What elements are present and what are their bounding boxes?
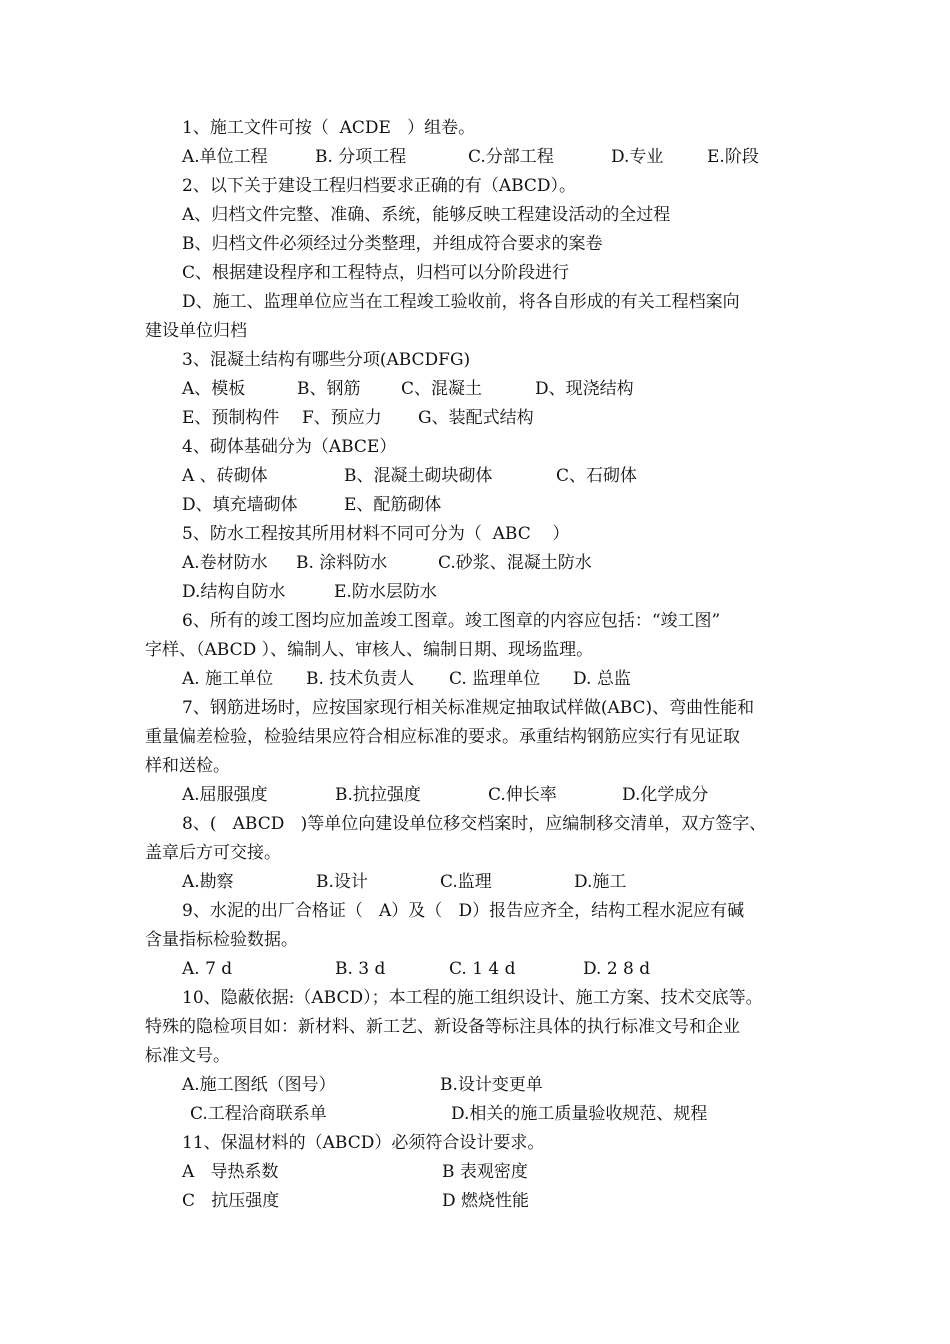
q6-option-c: C. 监理单位 (449, 669, 541, 689)
q4-option-d: D、填充墙砌体 (182, 495, 298, 515)
q10-option-d: D.相关的施工质量验收规范、规程 (451, 1104, 708, 1124)
q11-option-c: C 抗压强度 (182, 1191, 280, 1211)
q1-option-c: C.分部工程 (468, 147, 554, 167)
q5-option-b: B. 涂料防水 (296, 553, 388, 573)
q3-option-e: E、预制构件 (182, 408, 280, 428)
q9-option-c: C. 1 4 d (449, 959, 516, 979)
q7-option-a: A.屈服强度 (182, 785, 268, 805)
q8-option-d: D.施工 (574, 872, 627, 892)
q4-option-e: E、配筋砌体 (344, 495, 442, 515)
q10-option-a: A.施工图纸（图号） (182, 1075, 336, 1095)
q4-option-b: B、混凝土砌块砌体 (344, 466, 493, 486)
q2-option-c: C、根据建设程序和工程特点，归档可以分阶段进行 (182, 263, 570, 283)
q8-option-a: A.勘察 (182, 872, 234, 892)
q10-options-row2 (145, 1100, 815, 1129)
q6-stem-line1: 6、所有的竣工图均应加盖竣工图章。竣工图章的内容应包括：“竣工图” (182, 611, 721, 631)
q3-options-row2 (145, 404, 815, 433)
q1-option-b: B. 分项工程 (315, 147, 407, 167)
q9-option-a: A. 7 d (182, 959, 233, 979)
q3-option-b: B、钢筋 (297, 379, 361, 399)
q8-options (145, 868, 815, 897)
q4-option-c: C、石砌体 (556, 466, 638, 486)
q5-option-c: C.砂浆、混凝土防水 (438, 553, 592, 573)
q3-stem: 3、混凝土结构有哪些分项(ABCDFG) (182, 350, 471, 370)
q3-option-d: D、现浇结构 (535, 379, 634, 399)
q9-stem-line2: 含量指标检验数据。 (145, 930, 298, 950)
q3-option-g: G、装配式结构 (418, 408, 534, 428)
q1-option-d: D.专业 (611, 147, 664, 167)
q5-options-row1 (145, 549, 815, 578)
q5-stem: 5、防水工程按其所用材料不同可分为（ ABC ） (182, 524, 570, 544)
q3-options-row1 (145, 375, 815, 404)
q11-options-row2 (145, 1187, 815, 1216)
q7-option-b: B.抗拉强度 (335, 785, 421, 805)
q1-option-a: A.单位工程 (182, 147, 268, 167)
q11-stem: 11、保温材料的（ABCD）必须符合设计要求。 (182, 1133, 545, 1153)
q11-option-d: D 燃烧性能 (442, 1191, 530, 1211)
q3-option-a: A、模板 (182, 379, 246, 399)
question-list (145, 114, 815, 1216)
q8-option-b: B.设计 (316, 872, 368, 892)
q7-stem-line2: 重量偏差检验，检验结果应符合相应标准的要求。承重结构钢筋应实行有见证取 (145, 727, 740, 747)
q10-stem-line2: 特殊的隐检项目如：新材料、新工艺、新设备等标注具体的执行标准文号和企业 (145, 1017, 740, 1037)
q3-option-f: F、预应力 (302, 408, 382, 428)
q2-option-d-line2: 建设单位归档 (145, 321, 247, 341)
q2-stem: 2、以下关于建设工程归档要求正确的有（ABCD）。 (182, 176, 577, 196)
q4-stem: 4、砌体基础分为（ABCE） (182, 437, 397, 457)
q7-option-d: D.化学成分 (622, 785, 709, 805)
q6-stem-line2: 字样、（ABCD ）、编制人、审核人、编制日期、现场监理。 (145, 640, 594, 660)
q3-option-c: C、混凝土 (401, 379, 483, 399)
q5-option-a: A.卷材防水 (182, 553, 268, 573)
q4-options-row1 (145, 462, 815, 491)
q6-option-d: D. 总监 (573, 669, 631, 689)
q2-option-b: B、归档文件必须经过分类整理，并组成符合要求的案卷 (182, 234, 603, 254)
q10-option-b: B.设计变更单 (440, 1075, 543, 1095)
q9-option-b: B. 3 d (335, 959, 386, 979)
q1-stem: 1、施工文件可按（ ACDE ）组卷。 (182, 118, 476, 138)
q10-stem-line3: 标准文号。 (145, 1046, 230, 1066)
q4-options-row2 (145, 491, 815, 520)
q10-stem-line1: 10、隐蔽依据:（ABCD）；本工程的施工组织设计、施工方案、技术交底等。 (182, 988, 763, 1008)
q8-option-c: C.监理 (440, 872, 492, 892)
q8-stem-line1: 8、( ABCD )等单位向建设单位移交档案时，应编制移交清单，双方签字、 (182, 814, 767, 834)
q10-option-c: C.工程洽商联系单 (190, 1104, 327, 1124)
q11-options-row1 (145, 1158, 815, 1187)
q6-option-a: A. 施工单位 (182, 669, 274, 689)
q11-option-a: A 导热系数 (182, 1162, 279, 1182)
q9-stem-line1: 9、水泥的出厂合格证（ A）及（ D）报告应齐全，结构工程水泥应有碱 (182, 901, 745, 921)
q9-options (145, 955, 815, 984)
q7-option-c: C.伸长率 (488, 785, 557, 805)
q9-option-d: D. 2 8 d (583, 959, 651, 979)
q8-stem-line2: 盖章后方可交接。 (145, 843, 281, 863)
q7-stem-line3: 样和送检。 (145, 756, 230, 776)
q5-option-e: E.防水层防水 (334, 582, 437, 602)
q6-option-b: B. 技术负责人 (306, 669, 415, 689)
q7-options (145, 781, 815, 810)
q11-option-b: B 表观密度 (442, 1162, 528, 1182)
q4-option-a: A 、砖砌体 (182, 466, 268, 486)
q6-options (145, 665, 815, 694)
q2-option-a: A、归档文件完整、准确、系统，能够反映工程建设活动的全过程 (182, 205, 671, 225)
q5-option-d: D.结构自防水 (182, 582, 286, 602)
q5-options-row2 (145, 578, 815, 607)
q7-stem-line1: 7、钢筋进场时，应按国家现行相关标准规定抽取试样做(ABC)、弯曲性能和 (182, 698, 755, 718)
q10-options-row1 (145, 1071, 815, 1100)
q1-option-e: E.阶段 (707, 147, 759, 167)
q2-option-d-line1: D、施工、监理单位应当在工程竣工验收前，将各自形成的有关工程档案向 (182, 292, 740, 312)
q1-options (145, 143, 815, 172)
